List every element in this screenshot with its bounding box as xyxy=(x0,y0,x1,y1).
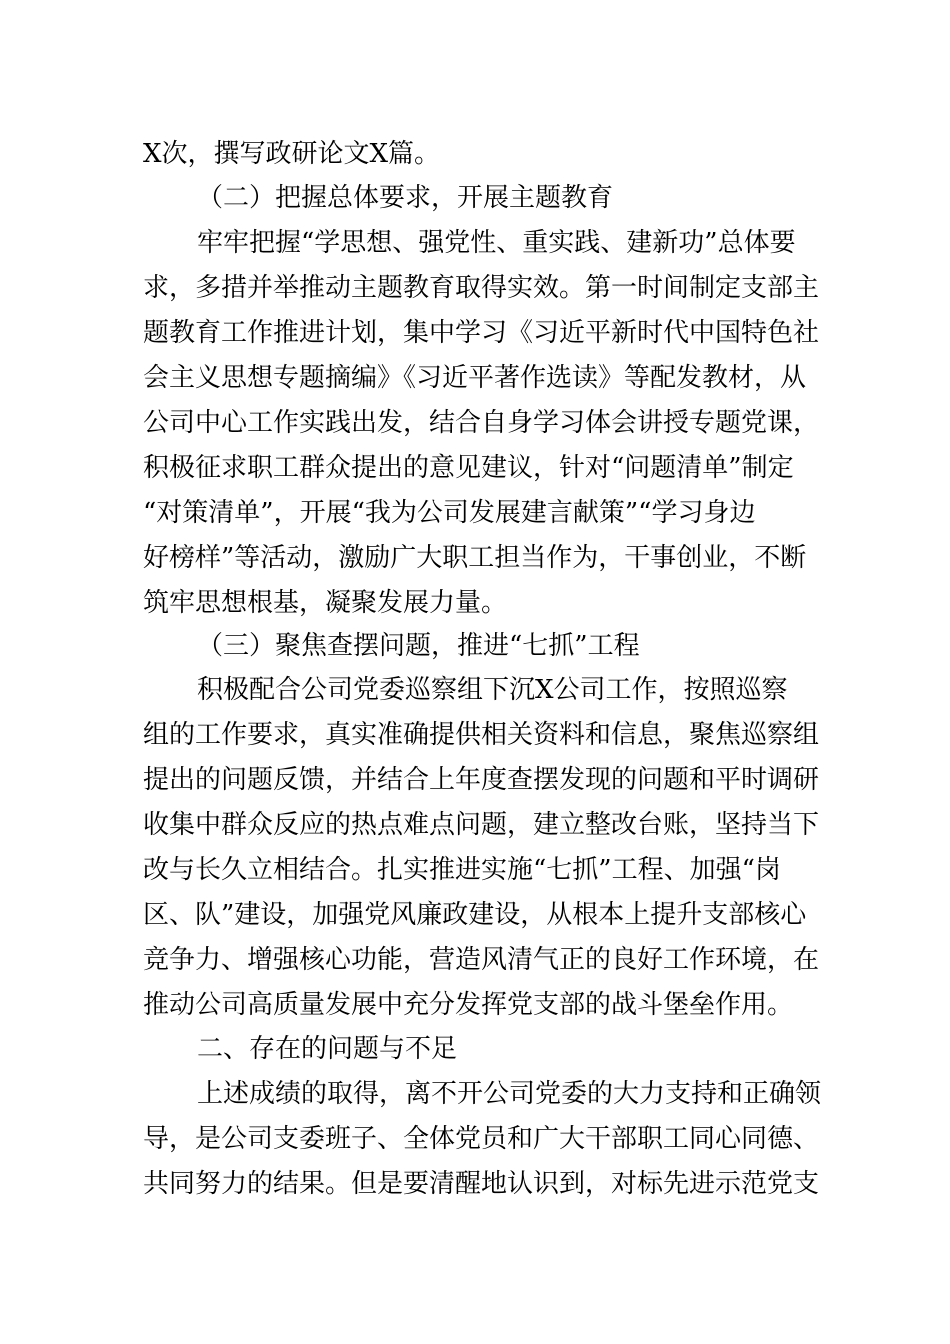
paragraph-line: 会主义思想专题摘编》《习近平著作选读》等配发教材，从 xyxy=(143,363,807,393)
paragraph-line: 导，是公司支委班子、全体党员和广大干部职工同心同德、 xyxy=(143,1124,820,1154)
paragraph-line: 竞争力、增强核心功能，营造风清气正的良好工作环境，在 xyxy=(143,945,820,975)
paragraph-line: 上述成绩的取得，离不开公司党委的大力支持和正确领 xyxy=(197,1079,822,1109)
paragraph-line: 积极征求职工群众提出的意见建议，针对“问题清单”制定 xyxy=(143,453,794,483)
paragraph-line: “对策清单”，开展“我为公司发展建言献策”“学习身边 xyxy=(143,498,756,528)
paragraph-line: 题教育工作推进计划，集中学习《习近平新时代中国特色社 xyxy=(143,318,820,348)
section-heading: 二、存在的问题与不足 xyxy=(197,1034,458,1064)
paragraph-line: X次，撰写政研论文X篇。 xyxy=(143,139,441,169)
paragraph-line: 推动公司高质量发展中充分发挥党支部的战斗堡垒作用。 xyxy=(143,990,794,1020)
paragraph-line: 公司中心工作实践出发，结合自身学习体会讲授专题党课， xyxy=(143,408,820,438)
paragraph-line: 区、队”建设，加强党风廉政建设，从根本上提升支部核心 xyxy=(143,900,807,930)
paragraph-line: 提出的问题反馈，并结合上年度查摆发现的问题和平时调研 xyxy=(143,765,820,795)
paragraph-line: 筑牢思想根基，凝聚发展力量。 xyxy=(143,588,508,618)
subsection-heading-3: （三）聚焦查摆问题，推进“七抓”工程 xyxy=(197,631,640,661)
paragraph-line: 积极配合公司党委巡察组下沉X公司工作，按照巡察 xyxy=(197,675,788,705)
paragraph-line: 组的工作要求，真实准确提供相关资料和信息，聚焦巡察组 xyxy=(143,720,820,750)
paragraph-line: 收集中群众反应的热点难点问题，建立整改台账，坚持当下 xyxy=(143,810,820,840)
paragraph-line: 好榜样”等活动，激励广大职工担当作为，干事创业，不断 xyxy=(143,543,807,573)
subsection-heading-2: （二）把握总体要求，开展主题教育 xyxy=(197,183,614,213)
paragraph-line: 牢牢把握“学思想、强党性、重实践、建新功”总体要 xyxy=(197,228,796,258)
paragraph-line: 共同努力的结果。但是要清醒地认识到，对标先进示范党支 xyxy=(143,1169,820,1199)
paragraph-line: 改与长久立相结合。扎实推进实施“七抓”工程、加强“岗 xyxy=(143,855,781,885)
paragraph-line: 求，多措并举推动主题教育取得实效。第一时间制定支部主 xyxy=(143,273,820,303)
